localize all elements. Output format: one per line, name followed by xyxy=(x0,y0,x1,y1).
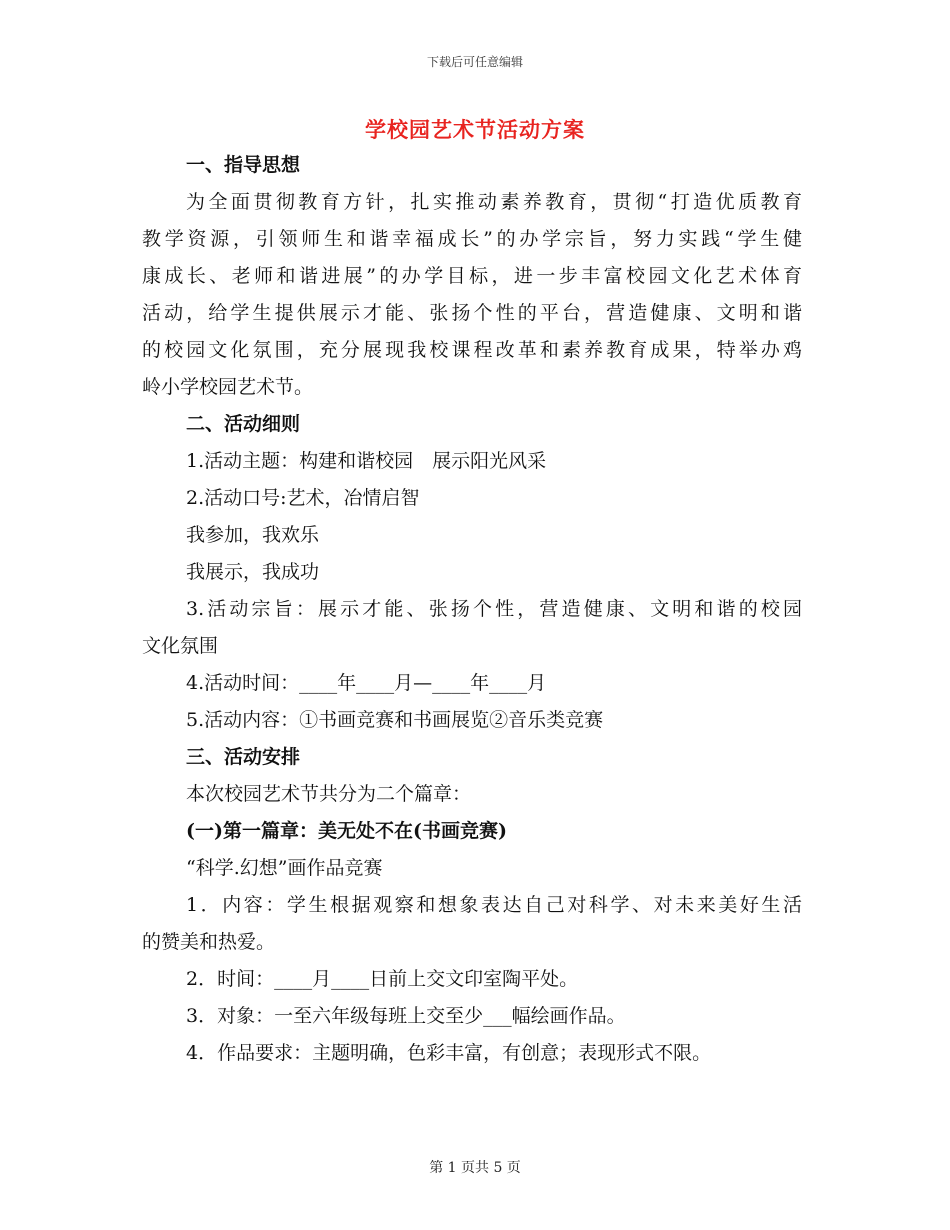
list-item: 4.活动时间：____年____月—____年____月 xyxy=(186,672,547,694)
paragraph-line: 本次校园艺术节共分为二个篇章： xyxy=(186,783,472,805)
list-item: 1．内容：学生根据观察和想象表达自己对科学、对未来美好生活 xyxy=(186,894,802,916)
list-item: 4．作品要求：主题明确，色彩丰富，有创意；表现形式不限。 xyxy=(186,1042,712,1064)
paragraph-line: 文化氛围 xyxy=(142,635,219,657)
list-item: 5.活动内容：①书画竞赛和书画展览②音乐类竞赛 xyxy=(186,709,604,731)
section-heading: 三、活动安排 xyxy=(186,746,301,768)
paragraph-line: 教学资源，引领师生和谐幸福成长”的办学宗旨，努力实践“学生健 xyxy=(142,228,802,250)
page-header-note: 下载后可任意编辑 xyxy=(426,55,523,69)
list-item: 2.活动口号:艺术，冶情启智 xyxy=(186,487,420,509)
document-title: 学校园艺术节活动方案 xyxy=(365,117,585,142)
paragraph-line: 的校园文化氛围，充分展现我校课程改革和素养教育成果，特举办鸡 xyxy=(142,339,802,361)
section-heading: 一、指导思想 xyxy=(186,154,301,176)
subsection-title: “科学.幻想”画作品竞赛 xyxy=(186,857,383,879)
subsection-heading: (一)第一篇章：美无处不在(书画竞赛) xyxy=(186,820,507,842)
paragraph-line: 活动，给学生提供展示才能、张扬个性的平台，营造健康、文明和谐 xyxy=(142,302,802,324)
list-item: 2．时间：____月____日前上交文印室陶平处。 xyxy=(186,968,579,990)
list-item: 1.活动主题：构建和谐校园 展示阳光风采 xyxy=(186,450,547,472)
list-item: 3．对象：一至六年级每班上交至少___幅绘画作品。 xyxy=(186,1005,626,1027)
slogan-line: 我展示，我成功 xyxy=(186,561,320,583)
slogan-line: 我参加，我欢乐 xyxy=(186,524,320,546)
paragraph-line: 为全面贯彻教育方针，扎实推动素养教育，贯彻“打造优质教育 xyxy=(186,191,802,213)
paragraph-line: 的赞美和热爱。 xyxy=(142,931,276,953)
list-item: 3.活动宗旨：展示才能、张扬个性，营造健康、文明和谐的校园 xyxy=(186,598,802,620)
paragraph-line: 康成长、老师和谐进展”的办学目标，进一步丰富校园文化艺术体育 xyxy=(142,265,802,287)
page-footer: 第 1 页共 5 页 xyxy=(429,1160,521,1176)
paragraph-line: 岭小学校园艺术节。 xyxy=(142,376,314,398)
section-heading: 二、活动细则 xyxy=(186,413,301,435)
document-body xyxy=(142,147,802,1072)
